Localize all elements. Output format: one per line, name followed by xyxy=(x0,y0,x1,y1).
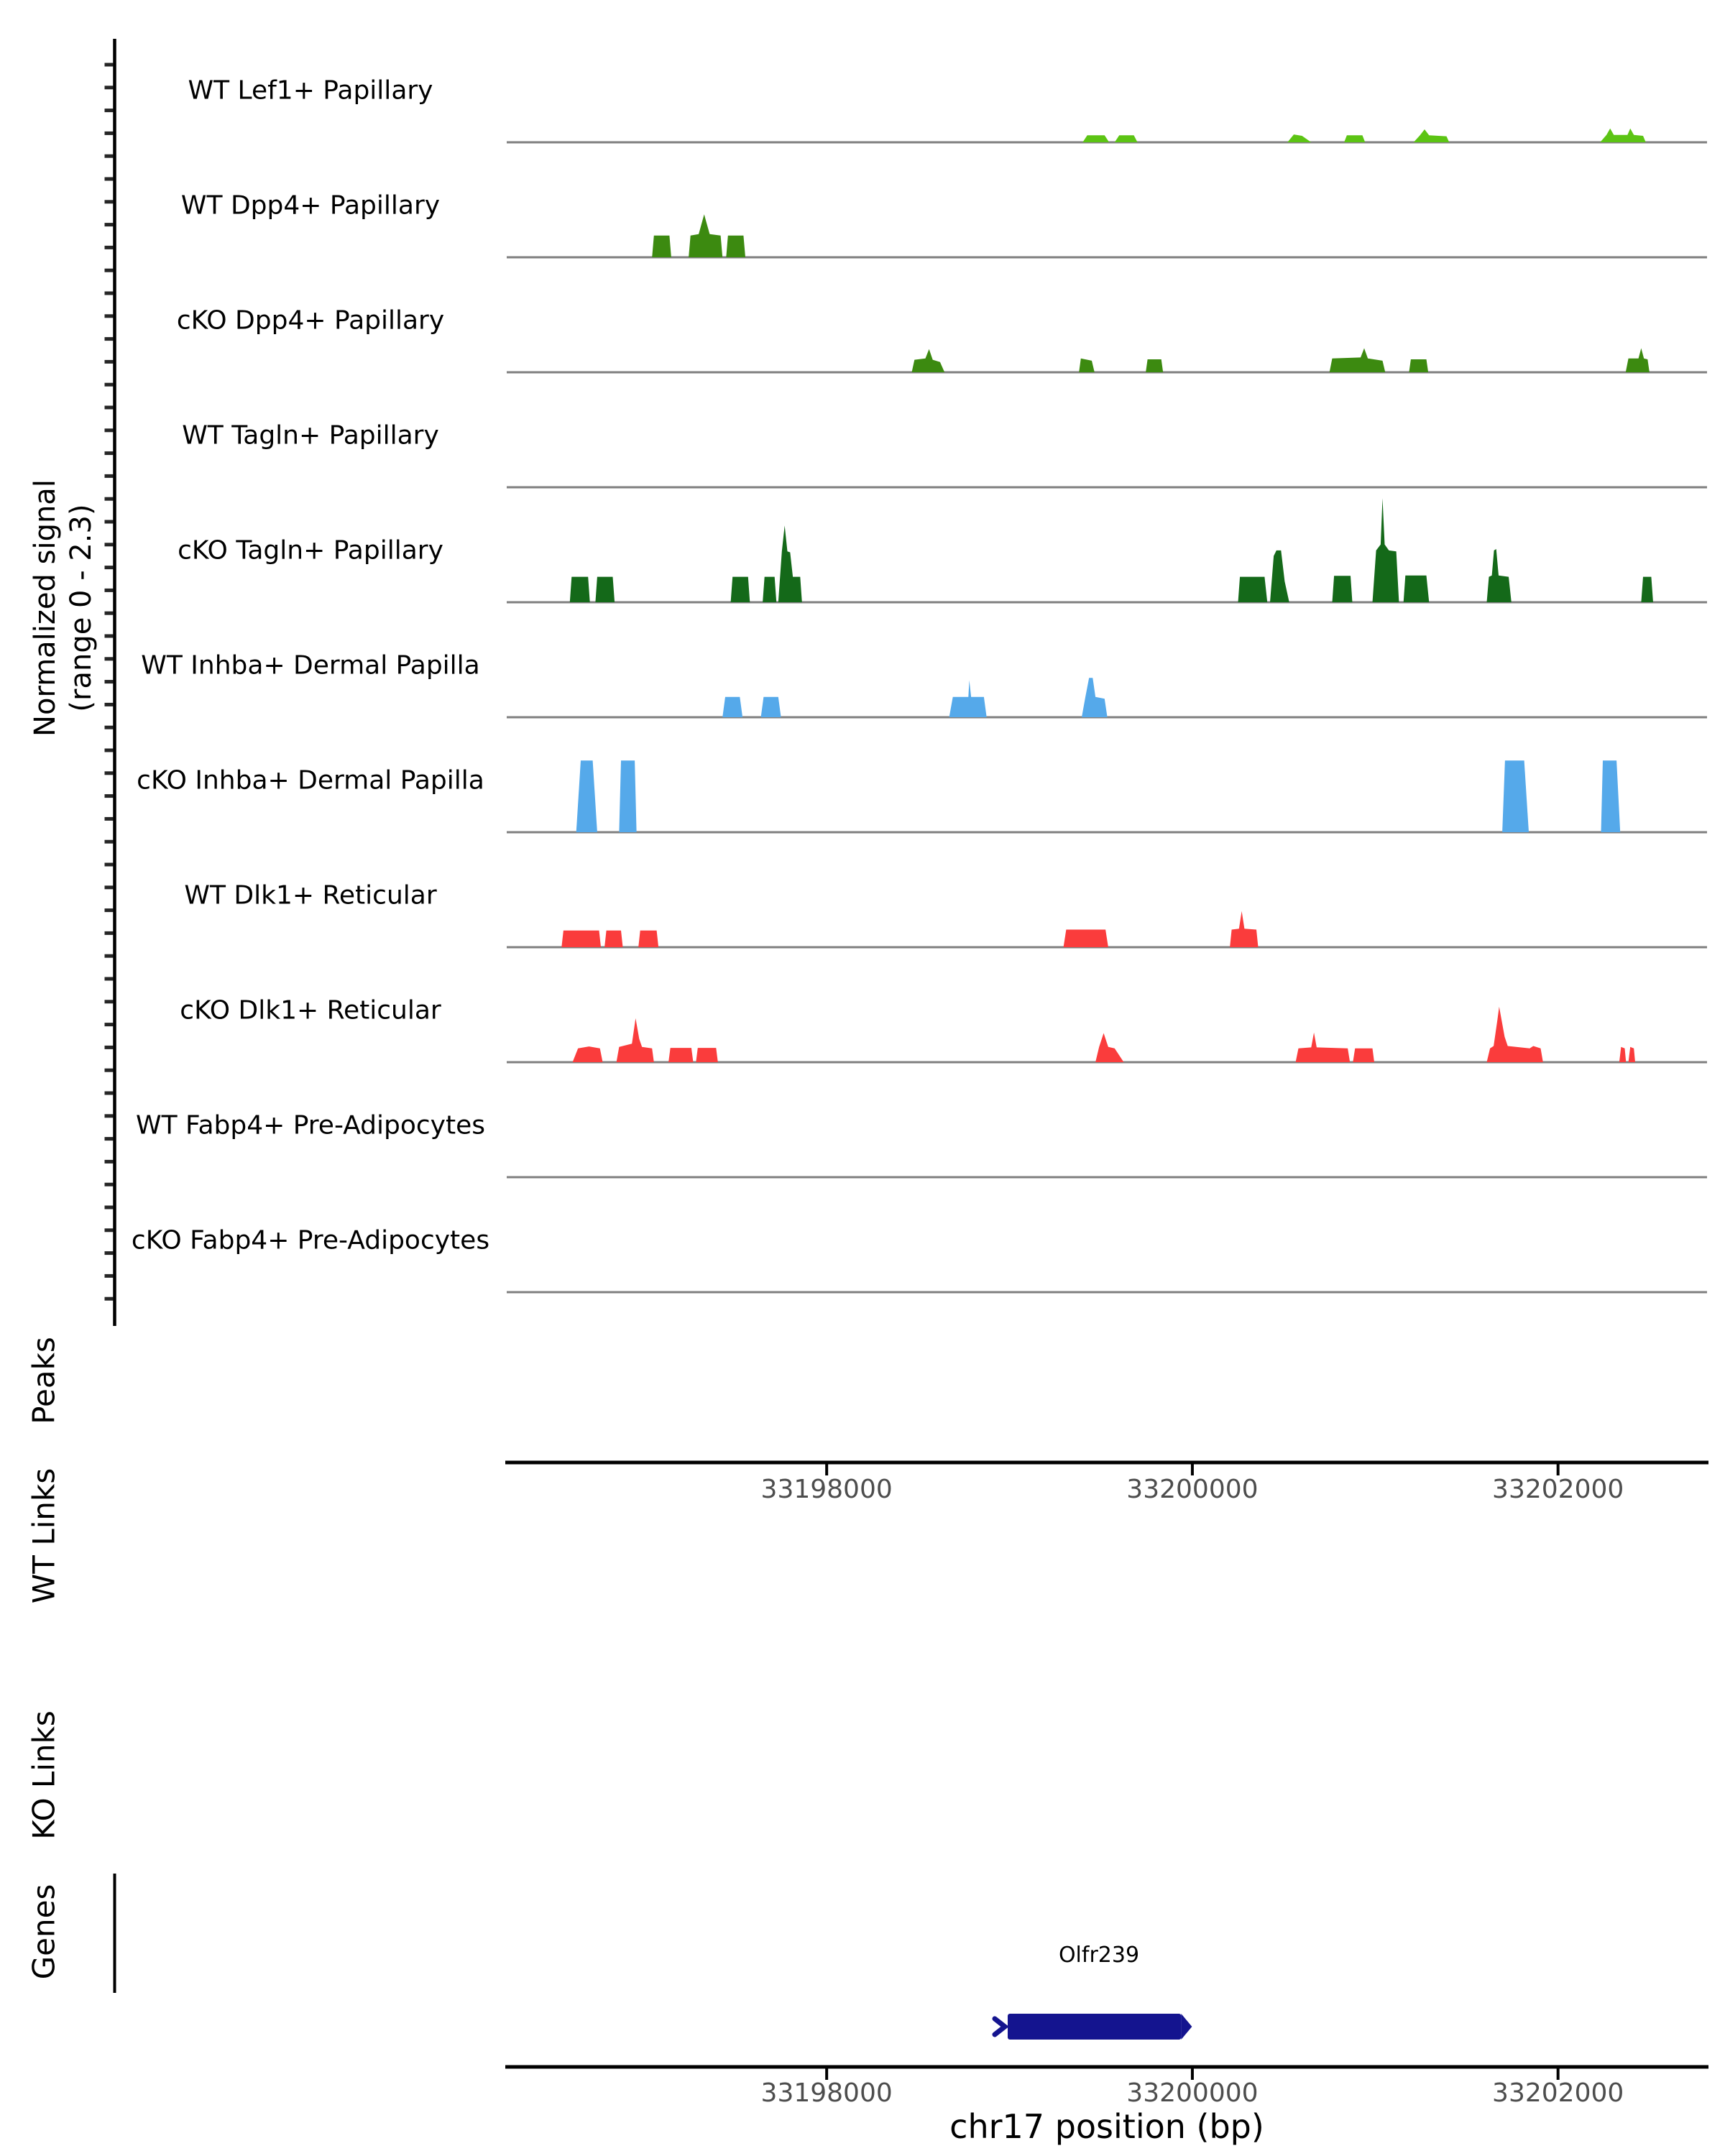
track-label: WT Fabp4+ Pre-Adipocytes xyxy=(136,1110,485,1141)
signal-peak xyxy=(652,236,671,257)
signal-peak xyxy=(1296,1033,1351,1062)
signal-peak xyxy=(1115,135,1138,142)
signal-peak xyxy=(726,236,745,257)
signal-peak xyxy=(1601,760,1621,832)
signal-peak xyxy=(576,760,597,832)
signal-peak xyxy=(1270,550,1289,602)
track-label: WT Inhba+ Dermal Papilla xyxy=(141,650,480,681)
signal-peak xyxy=(1353,1049,1374,1062)
signal-peak xyxy=(949,681,987,718)
signal-peak xyxy=(1079,359,1095,372)
signal-peak xyxy=(761,697,781,717)
signal-peak xyxy=(1409,359,1428,372)
signal-peak xyxy=(1600,129,1646,142)
gene-arrow-tip xyxy=(1181,2014,1192,2040)
signal-peak xyxy=(1619,1047,1626,1062)
track-label: WT Dlk1+ Reticular xyxy=(184,880,437,911)
track-label: WT Lef1+ Papillary xyxy=(188,75,433,106)
track-label: cKO Inhba+ Dermal Papilla xyxy=(137,765,484,796)
track-label: cKO Fabp4+ Pre-Adipocytes xyxy=(131,1225,490,1256)
signal-peak xyxy=(722,697,742,717)
signal-peak xyxy=(570,577,590,602)
signal-peak xyxy=(689,214,722,257)
signal-peak xyxy=(638,931,658,947)
genomic-tick-label: 33202000 xyxy=(1492,2078,1624,2108)
genomic-tick-label: 33200000 xyxy=(1126,2078,1259,2108)
signal-peak xyxy=(1330,349,1386,373)
gene-strand-chevron xyxy=(995,2019,1005,2035)
y-axis-label-line1: Normalized signal xyxy=(29,479,62,737)
gene-name-label: Olfr239 xyxy=(1058,1943,1140,1968)
track-label: WT Dpp4+ Papillary xyxy=(180,190,441,221)
signal-peak xyxy=(1629,1047,1635,1062)
genomic-tick-label: 33198000 xyxy=(760,2078,893,2108)
x-axis-title: chr17 position (bp) xyxy=(949,2107,1264,2146)
signal-peak xyxy=(1487,1007,1543,1062)
section-label-genes: Genes xyxy=(26,1884,62,1980)
signal-peak xyxy=(778,525,802,602)
signal-peak xyxy=(573,1046,603,1062)
signal-peak xyxy=(1082,135,1109,142)
genomic-tick-label: 33198000 xyxy=(760,1475,893,1504)
signal-peak xyxy=(1373,498,1399,602)
track-label: cKO Dlk1+ Reticular xyxy=(180,995,441,1026)
signal-peak xyxy=(1333,576,1353,602)
signal-peak xyxy=(668,1048,693,1062)
signal-peak xyxy=(1230,911,1258,947)
track-label: cKO Dpp4+ Papillary xyxy=(176,305,445,336)
signal-peak xyxy=(1146,359,1163,372)
genomic-tick-label: 33200000 xyxy=(1126,1475,1259,1504)
gene-body xyxy=(1008,2014,1181,2040)
signal-peak xyxy=(696,1048,718,1062)
signal-peak xyxy=(1502,760,1529,832)
track-label: cKO Tagln+ Papillary xyxy=(178,535,443,566)
signal-peak xyxy=(617,1018,654,1062)
signal-peak xyxy=(1487,549,1512,602)
signal-peak xyxy=(1082,678,1108,717)
signal-peak xyxy=(619,760,636,832)
signal-peak xyxy=(763,577,776,602)
signal-peak xyxy=(1095,1033,1123,1063)
section-label-ko-links: KO Links xyxy=(26,1710,62,1840)
signal-peak xyxy=(731,577,750,602)
signal-peak xyxy=(1344,135,1365,142)
genomic-tick-label: 33202000 xyxy=(1492,1475,1624,1504)
signal-peak xyxy=(1238,577,1268,602)
signal-peak xyxy=(1287,134,1311,142)
signal-peak xyxy=(561,931,601,947)
signal-peak xyxy=(912,349,945,372)
signal-peak xyxy=(604,931,622,947)
signal-peak xyxy=(1414,129,1450,142)
signal-peak xyxy=(595,577,615,602)
section-label-wt-links: WT Links xyxy=(26,1468,62,1604)
signal-peak xyxy=(1626,349,1650,373)
track-label: WT Tagln+ Papillary xyxy=(182,420,439,451)
signal-peak xyxy=(1064,930,1108,948)
section-label-peaks: Peaks xyxy=(26,1337,62,1424)
signal-peak xyxy=(1404,576,1430,602)
signal-peak xyxy=(1641,577,1653,602)
y-axis-label-line2: (range 0 - 2.3) xyxy=(65,504,98,712)
